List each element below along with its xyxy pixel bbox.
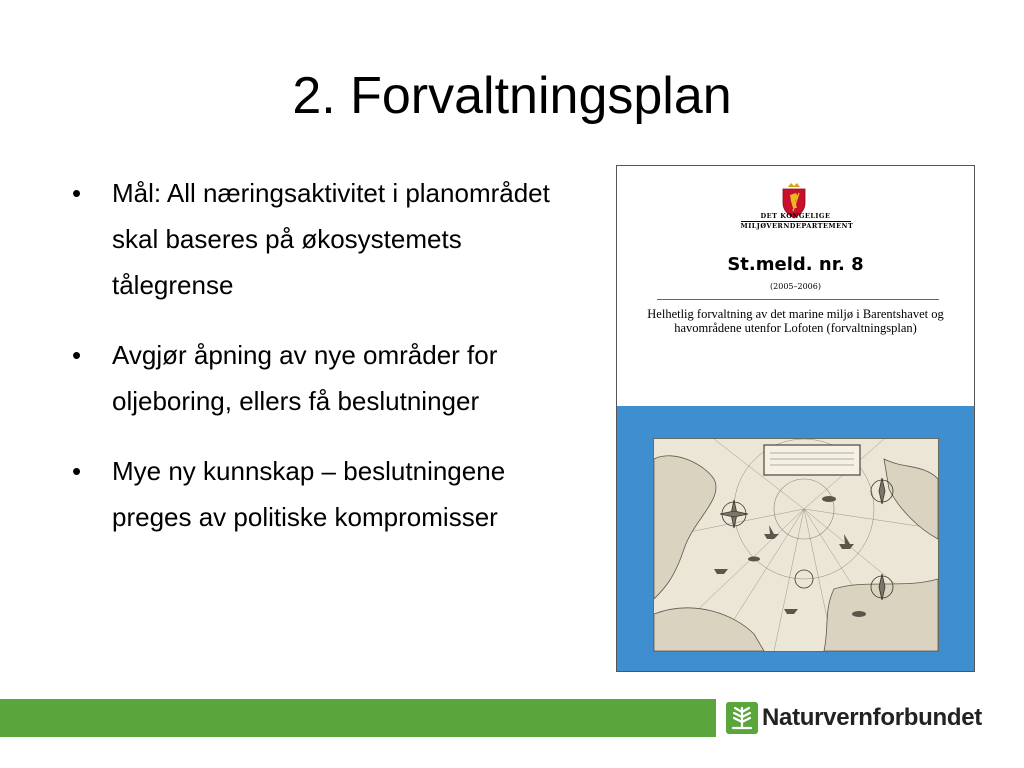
cover-divider: [657, 299, 939, 300]
bullet-item: [68, 332, 568, 424]
report-years: (2005–2006): [770, 282, 821, 291]
bullet-icon: •: [72, 178, 82, 208]
department-line-2: MILJØVERNDEPARTEMENT: [740, 222, 854, 230]
report-number: St.meld. nr. 8: [727, 254, 864, 275]
bullet-text: Mye ny kunnskap – beslutningene preges av politiske kompromisser: [112, 456, 506, 532]
cover-header: [617, 166, 974, 406]
bullet-item: [68, 170, 568, 308]
naturvernforbundet-logo-icon: [726, 702, 758, 734]
bullet-icon: •: [72, 340, 82, 370]
bullet-text: Avgjør åpning av nye områder for oljeboring, ellers få beslutninger: [112, 340, 498, 416]
bullet-icon: •: [72, 456, 82, 486]
report-cover-image: [616, 165, 975, 672]
brand-name: Naturvernforbundet: [762, 704, 982, 731]
bullet-text: Mål: All næringsaktivitet i planområdet skal baseres på økosystemets tålegrense: [112, 178, 550, 300]
brand-logo: [722, 699, 1024, 737]
antique-map-icon: [653, 438, 939, 652]
bullet-list: [68, 170, 568, 564]
footer-green-bar: [0, 699, 716, 737]
slide-title: 2. Forvaltningsplan: [292, 67, 732, 125]
report-subtitle: Helhetlig forvaltning av det marine miljø i Barentshavet og havområdene utenfor Lofoten (forvaltningsplan): [647, 307, 944, 335]
department-name: [617, 212, 974, 230]
bullet-item: [68, 448, 568, 540]
department-line-1: DET KONGELIGE: [760, 212, 831, 220]
cover-blue-panel: [617, 406, 974, 671]
